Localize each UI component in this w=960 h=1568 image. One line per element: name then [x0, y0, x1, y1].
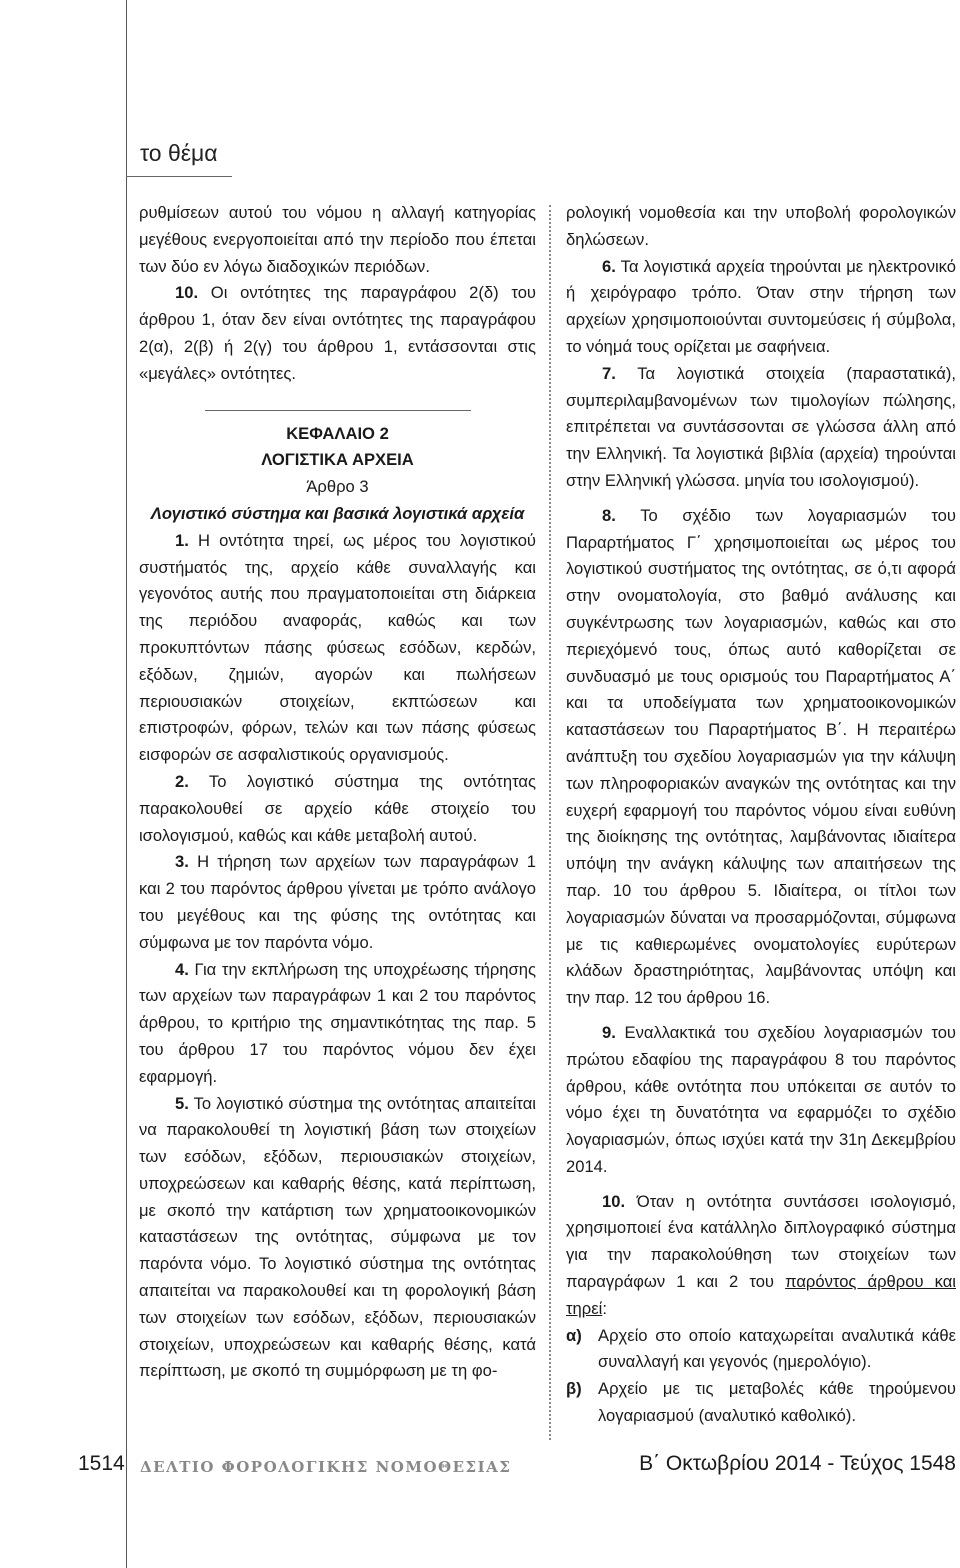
- paragraph-number: 9.: [602, 1022, 616, 1042]
- paragraph-number: 3.: [175, 852, 189, 872]
- list-item-text: Αρχείο με τις μεταβολές κάθε τηρούμενου λογαριασμού (αναλυτικό καθολικό).: [598, 1379, 956, 1426]
- column-divider: [549, 205, 551, 1440]
- paragraph-continuation: ρολογική νομοθεσία και την υποβολή φορολογικών δηλώσεων.: [566, 203, 956, 249]
- paragraph-text: Τα λογιστικά αρχεία τηρούνται με ηλεκτρονικό ή χειρόγραφο τρόπο. Όταν στην τήρηση των αρχείων χρησιμοποιούνται συντομεύσεις ή σύμβολα, το νόημά τους ορίζεται με σαφήνεια.: [566, 256, 956, 356]
- paragraph-text: Όταν η οντότητα συντάσσει ισολογισμό, χρησιμοποιεί ένα κατάλληλο διπλογραφικό σύστημα για την παρακολούθηση των στοιχείων των παραγράφων 1 και 2 του: [566, 1191, 956, 1292]
- list-item: [566, 1376, 956, 1430]
- page-number: 1514: [78, 1452, 125, 1475]
- section-label: το θέμα: [140, 140, 218, 166]
- article-paragraph-4: [139, 957, 536, 1091]
- chapter-heading: ΚΕΦΑΛΑΙΟ 2: [286, 423, 389, 443]
- article-paragraph-9: [566, 1020, 956, 1181]
- paragraph-number: 1.: [175, 530, 189, 550]
- article-paragraph-10: [566, 1189, 956, 1323]
- paragraph-number: 2.: [175, 771, 189, 791]
- paragraph-number: 8.: [602, 505, 616, 525]
- paragraph-text: :: [602, 1298, 607, 1318]
- section-underline: [126, 176, 232, 177]
- article-title: Λογιστικό σύστημα και βασικά λογιστικά αρχεία: [150, 503, 525, 523]
- left-column: [139, 200, 536, 1385]
- paragraph-text: Τα λογιστικά στοιχεία (παραστατικά), συμπεριλαμβανομένων των τιμολογίων πώλησης, επιτρέπεται να συντάσσονται σε γλώσσα άλλη από την Ελληνική. Τα λογιστικά βιβλία (αρχεία) τηρούνται στην Ελληνική γλώσσα. μηνία του ισολογισμού).: [566, 363, 956, 490]
- article-paragraph-5: [139, 1091, 536, 1386]
- right-column: [566, 200, 956, 1430]
- paragraph-number: 10.: [175, 283, 199, 303]
- paragraph-number: 6.: [602, 256, 616, 276]
- paragraph-number: 7.: [602, 363, 616, 383]
- article-paragraph-6: [566, 254, 956, 361]
- paragraph-number: 5.: [175, 1093, 189, 1113]
- paragraph-number: 10.: [602, 1191, 626, 1211]
- article-heading: Άρθρο 3: [306, 477, 369, 497]
- paragraph-number: 4.: [175, 959, 189, 979]
- article-paragraph-8: [566, 503, 956, 1012]
- paragraph-text: Για την εκπλήρωση της υποχρέωσης τήρησης των αρχείων των παραγράφων 1 και 2 του παρόντος άρθρου, το κριτήριο της σημαντικότητας της παρ. 5 του άρθρου 17 του παρόντος νόμου δεν έχει εφαρμογή.: [139, 959, 536, 1086]
- chapter-title: ΛΟΓΙΣΤΙΚΑ ΑΡΧΕΙΑ: [261, 450, 414, 470]
- paragraph-text: Η οντότητα τηρεί, ως μέρος του λογιστικού συστήματός της, αρχείο κάθε συναλλαγής και γεγονότος αυτής που πραγματοποιείται στη διάρκεια της περιόδου αναφοράς, καθώς και των προκυπτόντων πάσης φύσεως εσόδων, κερδών, εξόδων, ζημιών, αγορών και πωλήσεων περιουσιακών στοιχείων, εκπτώσεων και επιστροφών, φόρων, τελών και των πάσης φύσεως εισφορών σε ασφαλιστικούς οργανισμούς.: [139, 530, 536, 765]
- article-paragraph-1: [139, 528, 536, 769]
- article-paragraph-3: [139, 849, 536, 956]
- list-item-label: β): [566, 1379, 582, 1399]
- magazine-title: ΔΕΛΤΙΟ ΦΟΡΟΛΟΓΙΚΗΣ ΝΟΜΟΘΕΣΙΑΣ: [140, 1458, 512, 1476]
- article-paragraph-7: [566, 361, 956, 495]
- paragraph-text: Οι οντότητες της παραγράφου 2(δ) του άρθρου 1, όταν δεν είναι οντότητες της παραγράφου 2(α), 2(β) ή 2(γ) του άρθρου 1, εντάσσονται στις «μεγάλες» οντότητες.: [139, 283, 536, 383]
- paragraph-text: Το σχέδιο των λογαριασμών του Παραρτήματος Γ΄ χρησιμοποιείται ως μέρος του λογιστικού συστήματος της οντότητας, σε ό,τι αφορά στην ονοματολογία, στο βαθμό ανάλυσης και συγκέντρωσης των λογαριασμών, καθώς και στο περιεχόμενό τους, όπως αυτό καθορίζεται σε συνδυασμό με τους ορισμούς του Παραρτήματος Α΄ και τα υποδείγματα των χρηματοοικονομικών καταστάσεων του Παραρτήματος Β΄. Η περαιτέρω ανάπτυξη του σχεδίου λογαριασμών για την κάλυψη των πληροφοριακών αναγκών της οντότητας και την ευχερή εφαρμογή του παρόντος νόμου είναι ευθύνη της διοίκησης της οντότητας, λαμβάνοντας ιδιαίτερα υπόψη την ανάγκη κάλυψης των απαιτήσεων της παρ. 10 του άρθρου 5. Ιδιαίτερα, οι τίτλοι των λογαριασμών δύναται να προσαρμόζονται, σύμφωνα με τις καθιερωμένες ονοματολογίες ευρύτερων κλάδων δραστηριότητας, λαμβάνοντας υπόψη και την παρ. 12 του άρθρου 16.: [566, 505, 956, 1008]
- paragraph-10: [139, 280, 536, 387]
- paragraph-text: Το λογιστικό σύστημα της οντότητας απαιτείται να παρακολουθεί τη λογιστική βάση των στοιχείων των εσόδων, εξόδων, περιουσιακών στοιχείων, υποχρεώσεων και καθαρής θέσης, κατά περίπτωση, με σκοπό την κατάρτιση των χρηματοοικονομικών καταστάσεων της οντότητας, σύμφωνα με τον παρόντα νόμο. Το λογιστικό σύστημα της οντότητας απαιτείται να παρακολουθεί και τη φορολογική βάση των στοιχείων των εσόδων, εξόδων, περιουσιακών στοιχείων, υποχρεώσεων και καθαρής θέσης, κατά περίπτωση, με σκοπό τη συμμόρφωση με τη φο-: [139, 1093, 536, 1381]
- article-paragraph-2: [139, 769, 536, 849]
- paragraph-text: Εναλλακτικά του σχεδίου λογαριασμών του πρώτου εδαφίου της παραγράφου 8 του παρόντος άρθρου, κάθε οντότητα που υπόκειται σε αυτόν το νόμο έχει τη δυνατότητα να εφαρμόζει το σχέδιο λογαριασμών, όπως ισχύει κατά την 31η Δεκεμβρίου 2014.: [566, 1022, 956, 1176]
- list-item-label: α): [566, 1325, 582, 1345]
- paragraph-text: Το λογιστικό σύστημα της οντότητας παρακολουθεί σε αρχείο κάθε στοιχείο του ισολογισμού, καθώς και κάθε μεταβολή αυτού.: [139, 771, 536, 845]
- list-item: [566, 1323, 956, 1377]
- underlined-text: παρόντος άρθρου και τηρεί: [566, 1272, 956, 1318]
- chapter-divider: [205, 410, 471, 411]
- issue-info: Β΄ Οκτωβρίου 2014 - Τεύχος 1548: [639, 1452, 956, 1475]
- paragraph: ρυθμίσεων αυτού του νόμου η αλλαγή κατηγορίας μεγέθους ενεργοποιείται από την περίοδο που έπεται των δύο εν λόγω διαδοχικών περιόδων.: [139, 203, 536, 276]
- list-item-text: Αρχείο στο οποίο καταχωρείται αναλυτικά κάθε συναλλαγή και γεγονός (ημερολόγιο).: [598, 1325, 956, 1372]
- margin-rule: [126, 0, 127, 1568]
- paragraph-text: Η τήρηση των αρχείων των παραγράφων 1 και 2 του παρόντος άρθρου γίνεται με τρόπο ανάλογο του μεγέθους και της φύσης της οντότητας και σύμφωνα με τον παρόντα νόμο.: [139, 852, 536, 952]
